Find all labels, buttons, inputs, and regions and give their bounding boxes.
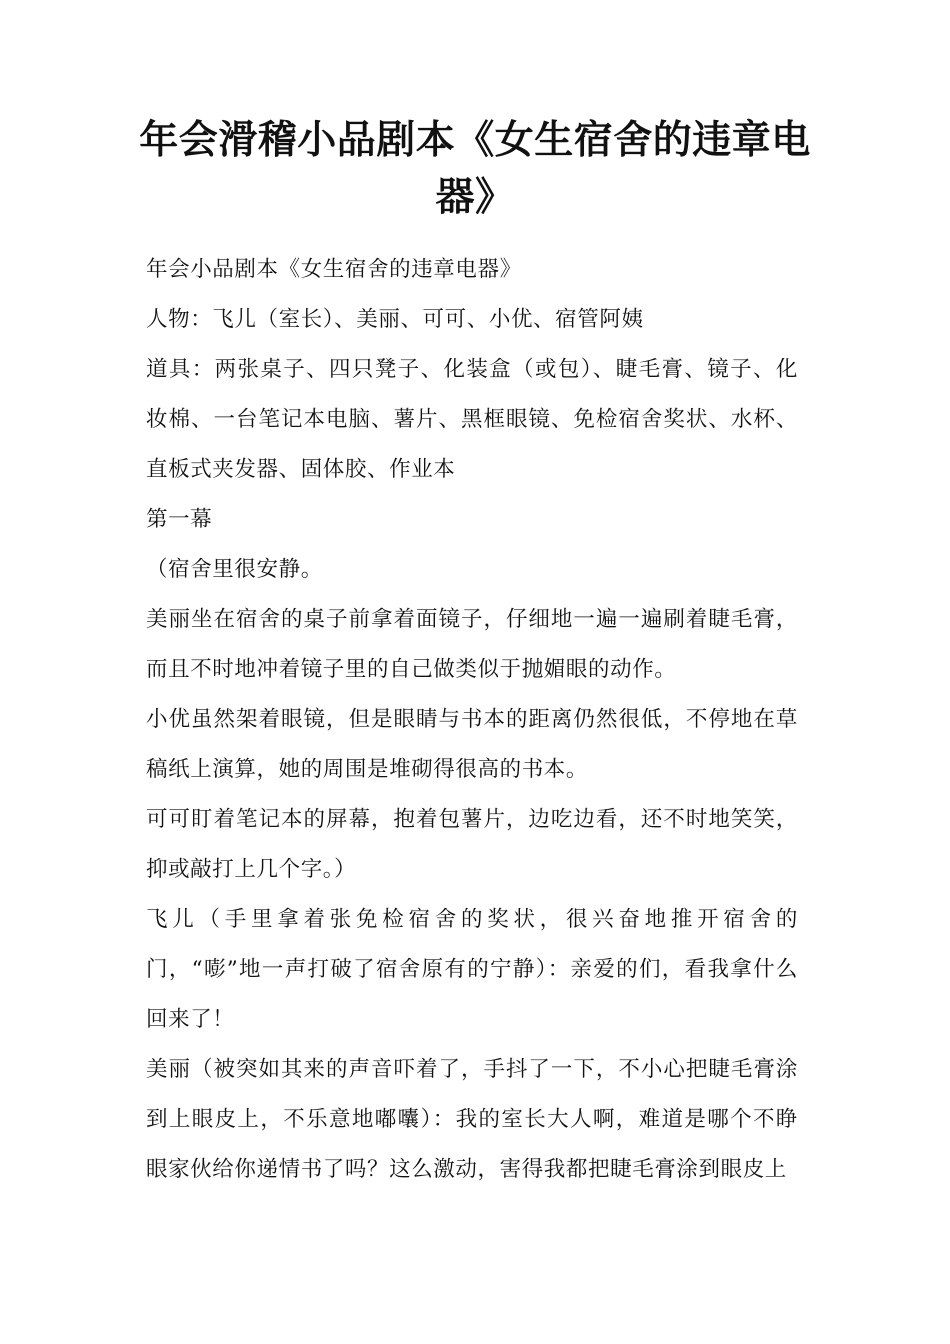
document-body <box>146 245 798 1195</box>
paragraph-act-heading: 第一幕 <box>146 507 213 532</box>
document-title: 年会滑稽小品剧本《女生宿舍的违章电器》 <box>139 118 811 220</box>
paragraph-characters: 人物：飞儿（室长）、美丽、可可、小优、宿管阿姨 <box>146 307 644 332</box>
paragraph-meili-action: 美丽坐在宿舍的桌子前拿着面镜子，仔细地一遍一遍刷着睫毛膏，而且不时地冲着镜子里的自己做类似于抛媚眼的动作。 <box>146 607 798 682</box>
paragraph-keke-action: 可可盯着笔记本的屏幕，抱着包薯片，边吃边看，还不时地笑笑，抑或敲打上几个字。） <box>146 807 798 882</box>
paragraph-meili-line: 美丽（被突如其来的声音吓着了，手抖了一下，不小心把睫毛膏涂到上眼皮上，不乐意地嘟囔）：我的室长大人啊，难道是哪个不睁眼家伙给你递情书了吗？这么激动，害得我都把睫毛膏涂到眼皮上 <box>146 1057 798 1182</box>
paragraph-stage-direction: （宿舍里很安静。 <box>146 557 323 582</box>
paragraph-script-title: 年会小品剧本《女生宿舍的违章电器》 <box>146 257 522 282</box>
paragraph-feier-line: 飞儿（手里拿着张免检宿舍的奖状，很兴奋地推开宿舍的门，“嘭”地一声打破了宿舍原有的宁静）：亲爱的们，看我拿什么回来了！ <box>146 907 798 1032</box>
paragraph-xiaoyou-action: 小优虽然架着眼镜，但是眼睛与书本的距离仍然很低，不停地在草稿纸上演算，她的周围是堆砌得很高的书本。 <box>146 707 798 782</box>
paragraph-props: 道具：两张桌子、四只凳子、化装盒（或包）、睫毛膏、镜子、化妆棉、一台笔记本电脑、薯片、黑框眼镜、免检宿舍奖状、水杯、直板式夹发器、固体胶、作业本 <box>146 357 798 482</box>
